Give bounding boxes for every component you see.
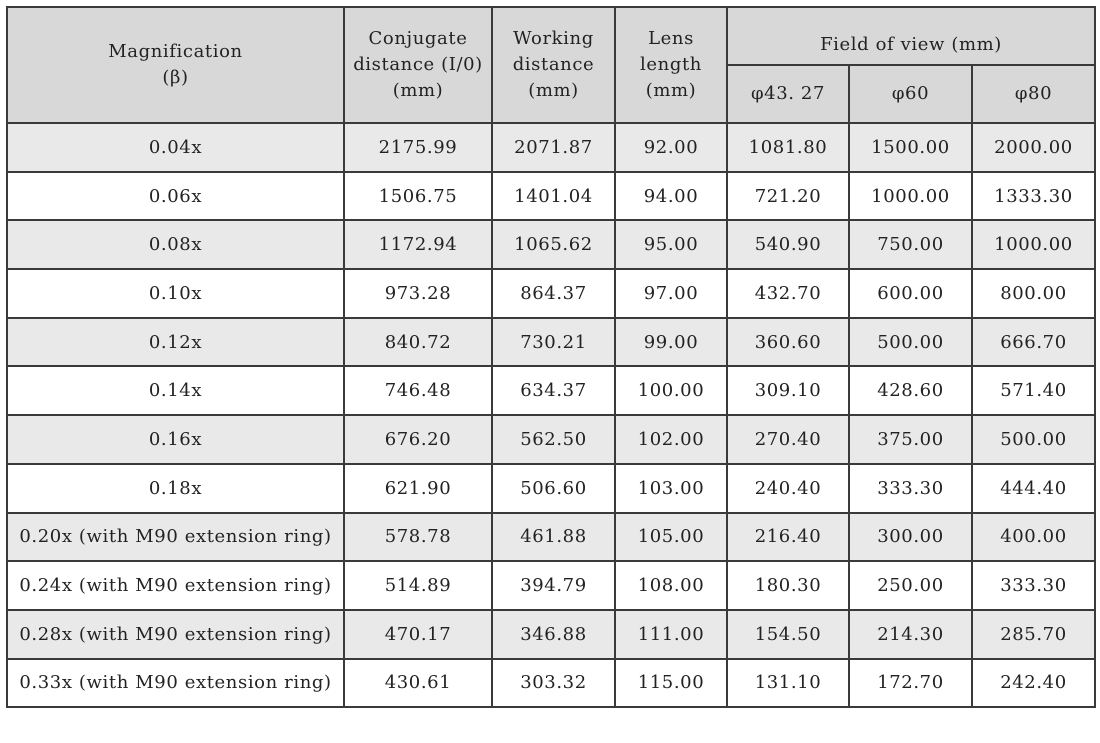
cell-magnification: 0.12x (7, 318, 344, 367)
cell-magnification: 0.18x (7, 464, 344, 513)
table-row (7, 269, 1095, 318)
header-lens-line2: length (640, 54, 702, 75)
cell-magnification: 0.28x (with M90 extension ring) (7, 610, 344, 659)
cell-working-distance: 461.88 (492, 513, 615, 562)
header-working-distance (492, 7, 615, 123)
header-fov-col-3: φ80 (972, 65, 1095, 123)
cell-fov-1: 131.10 (727, 659, 849, 708)
cell-fov-2: 172.70 (849, 659, 972, 708)
cell-fov-1: 432.70 (727, 269, 849, 318)
cell-fov-2: 1000.00 (849, 172, 972, 221)
cell-fov-3: 444.40 (972, 464, 1095, 513)
table-row (7, 318, 1095, 367)
cell-magnification: 0.14x (7, 366, 344, 415)
cell-fov-1: 270.40 (727, 415, 849, 464)
cell-fov-2: 214.30 (849, 610, 972, 659)
table-row (7, 659, 1095, 708)
cell-fov-1: 216.40 (727, 513, 849, 562)
cell-working-distance: 1401.04 (492, 172, 615, 221)
cell-working-distance: 2071.87 (492, 123, 615, 172)
cell-magnification: 0.06x (7, 172, 344, 221)
cell-working-distance: 303.32 (492, 659, 615, 708)
cell-conjugate-distance: 1506.75 (344, 172, 492, 221)
header-lens-line1: Lens (648, 28, 694, 49)
cell-working-distance: 394.79 (492, 561, 615, 610)
cell-fov-3: 666.70 (972, 318, 1095, 367)
table-row (7, 415, 1095, 464)
cell-working-distance: 1065.62 (492, 220, 615, 269)
cell-fov-3: 1000.00 (972, 220, 1095, 269)
cell-fov-3: 800.00 (972, 269, 1095, 318)
cell-lens-length: 115.00 (615, 659, 727, 708)
table-row (7, 513, 1095, 562)
header-lens-length (615, 7, 727, 123)
cell-fov-3: 242.40 (972, 659, 1095, 708)
cell-lens-length: 103.00 (615, 464, 727, 513)
cell-fov-2: 500.00 (849, 318, 972, 367)
cell-magnification: 0.24x (with M90 extension ring) (7, 561, 344, 610)
header-conjugate-line1: Conjugate (368, 28, 468, 49)
specification-table (6, 6, 1096, 708)
cell-fov-2: 375.00 (849, 415, 972, 464)
header-lens-line3: (mm) (645, 80, 697, 101)
cell-conjugate-distance: 973.28 (344, 269, 492, 318)
cell-lens-length: 94.00 (615, 172, 727, 221)
header-conjugate-distance (344, 7, 492, 123)
cell-fov-2: 250.00 (849, 561, 972, 610)
table-row (7, 123, 1095, 172)
cell-fov-1: 721.20 (727, 172, 849, 221)
table-row (7, 172, 1095, 221)
cell-lens-length: 111.00 (615, 610, 727, 659)
cell-fov-2: 750.00 (849, 220, 972, 269)
cell-fov-1: 309.10 (727, 366, 849, 415)
cell-magnification: 0.20x (with M90 extension ring) (7, 513, 344, 562)
cell-fov-2: 333.30 (849, 464, 972, 513)
cell-fov-1: 540.90 (727, 220, 849, 269)
cell-fov-3: 285.70 (972, 610, 1095, 659)
cell-fov-3: 500.00 (972, 415, 1095, 464)
cell-lens-length: 108.00 (615, 561, 727, 610)
table-row (7, 464, 1095, 513)
header-magnification-label: Magnification (108, 41, 243, 62)
cell-fov-3: 333.30 (972, 561, 1095, 610)
header-working-line1: Working (513, 28, 594, 49)
cell-fov-1: 1081.80 (727, 123, 849, 172)
cell-working-distance: 730.21 (492, 318, 615, 367)
cell-lens-length: 97.00 (615, 269, 727, 318)
cell-conjugate-distance: 676.20 (344, 415, 492, 464)
cell-conjugate-distance: 2175.99 (344, 123, 492, 172)
table-row (7, 561, 1095, 610)
cell-fov-1: 154.50 (727, 610, 849, 659)
cell-fov-3: 1333.30 (972, 172, 1095, 221)
cell-magnification: 0.08x (7, 220, 344, 269)
header-working-line2: distance (512, 54, 595, 75)
cell-conjugate-distance: 621.90 (344, 464, 492, 513)
header-working-line3: (mm) (528, 80, 579, 101)
table-body (7, 123, 1095, 707)
cell-fov-2: 428.60 (849, 366, 972, 415)
cell-lens-length: 95.00 (615, 220, 727, 269)
cell-conjugate-distance: 840.72 (344, 318, 492, 367)
cell-fov-2: 300.00 (849, 513, 972, 562)
header-field-of-view: Field of view (mm) (727, 7, 1095, 65)
cell-conjugate-distance: 1172.94 (344, 220, 492, 269)
cell-lens-length: 99.00 (615, 318, 727, 367)
cell-fov-3: 571.40 (972, 366, 1095, 415)
cell-working-distance: 864.37 (492, 269, 615, 318)
cell-working-distance: 506.60 (492, 464, 615, 513)
cell-fov-3: 400.00 (972, 513, 1095, 562)
header-magnification (7, 7, 344, 123)
cell-magnification: 0.33x (with M90 extension ring) (7, 659, 344, 708)
cell-working-distance: 346.88 (492, 610, 615, 659)
cell-fov-1: 180.30 (727, 561, 849, 610)
cell-fov-2: 1500.00 (849, 123, 972, 172)
cell-lens-length: 100.00 (615, 366, 727, 415)
header-fov-col-1: φ43. 27 (727, 65, 849, 123)
cell-magnification: 0.10x (7, 269, 344, 318)
cell-lens-length: 102.00 (615, 415, 727, 464)
cell-conjugate-distance: 746.48 (344, 366, 492, 415)
cell-conjugate-distance: 514.89 (344, 561, 492, 610)
table-row (7, 366, 1095, 415)
cell-fov-1: 240.40 (727, 464, 849, 513)
cell-working-distance: 562.50 (492, 415, 615, 464)
cell-working-distance: 634.37 (492, 366, 615, 415)
cell-magnification: 0.16x (7, 415, 344, 464)
cell-conjugate-distance: 430.61 (344, 659, 492, 708)
cell-fov-2: 600.00 (849, 269, 972, 318)
cell-conjugate-distance: 578.78 (344, 513, 492, 562)
cell-fov-3: 2000.00 (972, 123, 1095, 172)
table-row (7, 610, 1095, 659)
header-fov-col-2: φ60 (849, 65, 972, 123)
cell-fov-1: 360.60 (727, 318, 849, 367)
cell-magnification: 0.04x (7, 123, 344, 172)
header-conjugate-line2: distance (I/0) (353, 54, 483, 75)
cell-lens-length: 92.00 (615, 123, 727, 172)
cell-lens-length: 105.00 (615, 513, 727, 562)
table-row (7, 220, 1095, 269)
header-conjugate-line3: (mm) (392, 80, 444, 101)
table-header (7, 7, 1095, 123)
header-magnification-symbol: (β) (162, 67, 189, 88)
cell-conjugate-distance: 470.17 (344, 610, 492, 659)
